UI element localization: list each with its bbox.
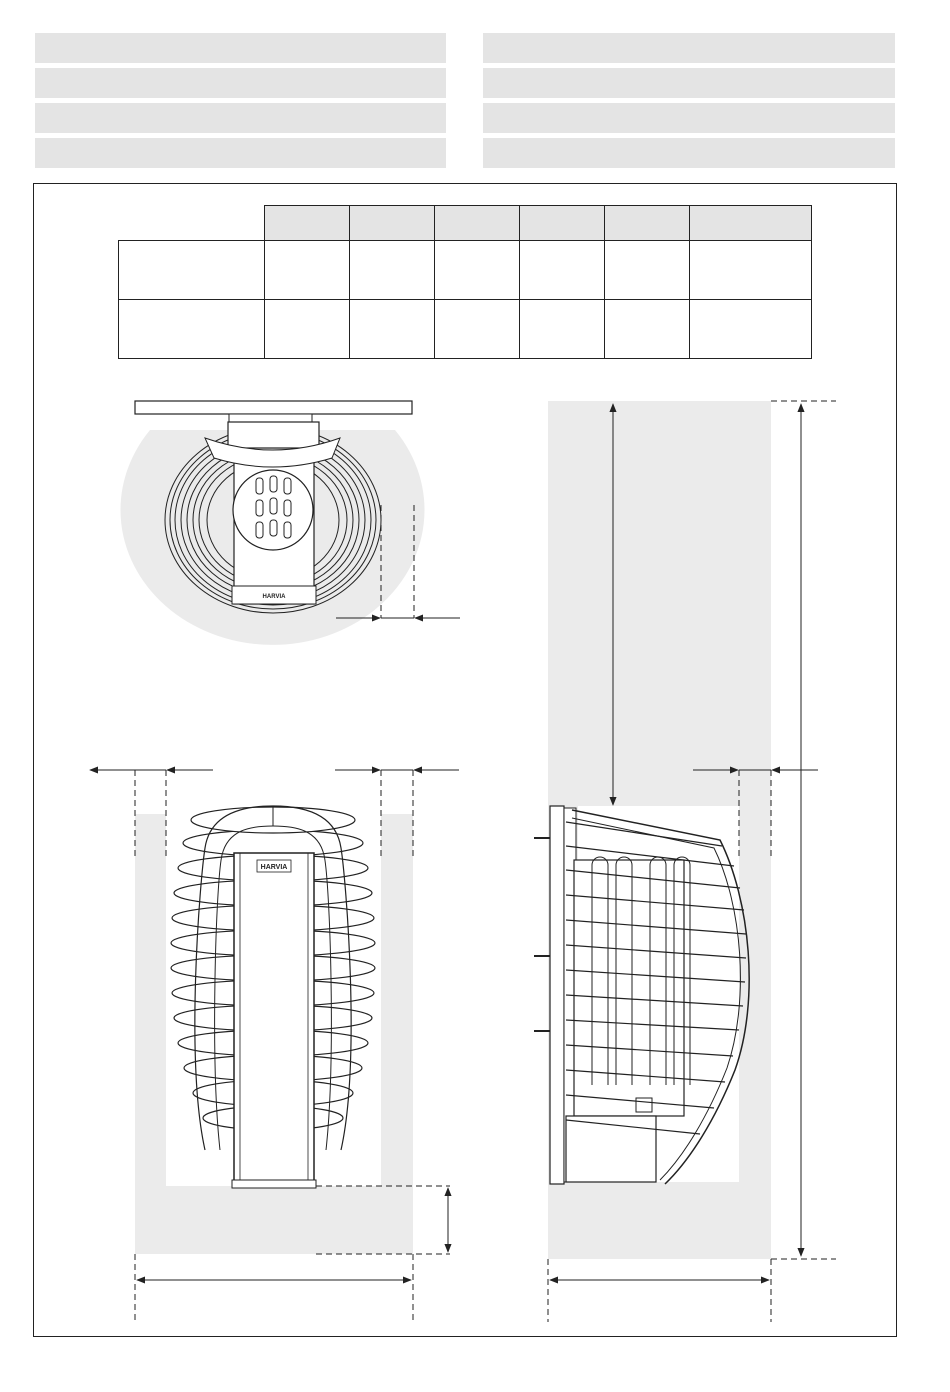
- top-view-logo: HARVIA: [262, 594, 286, 600]
- top-mount-bracket: [229, 414, 312, 422]
- side-view-wall-plate: [550, 806, 564, 1184]
- top-view: [121, 401, 461, 645]
- top-view-element-plate: [233, 470, 313, 550]
- wall-bar: [135, 401, 412, 414]
- side-view: [534, 401, 836, 1322]
- front-view-logo: HARVIA: [260, 864, 288, 871]
- front-view-base: [232, 1180, 316, 1188]
- front-view: [90, 770, 459, 1322]
- front-view-body: [234, 853, 314, 1183]
- side-view-wall-pins: [534, 838, 550, 1031]
- top-view-control-box: [228, 422, 319, 448]
